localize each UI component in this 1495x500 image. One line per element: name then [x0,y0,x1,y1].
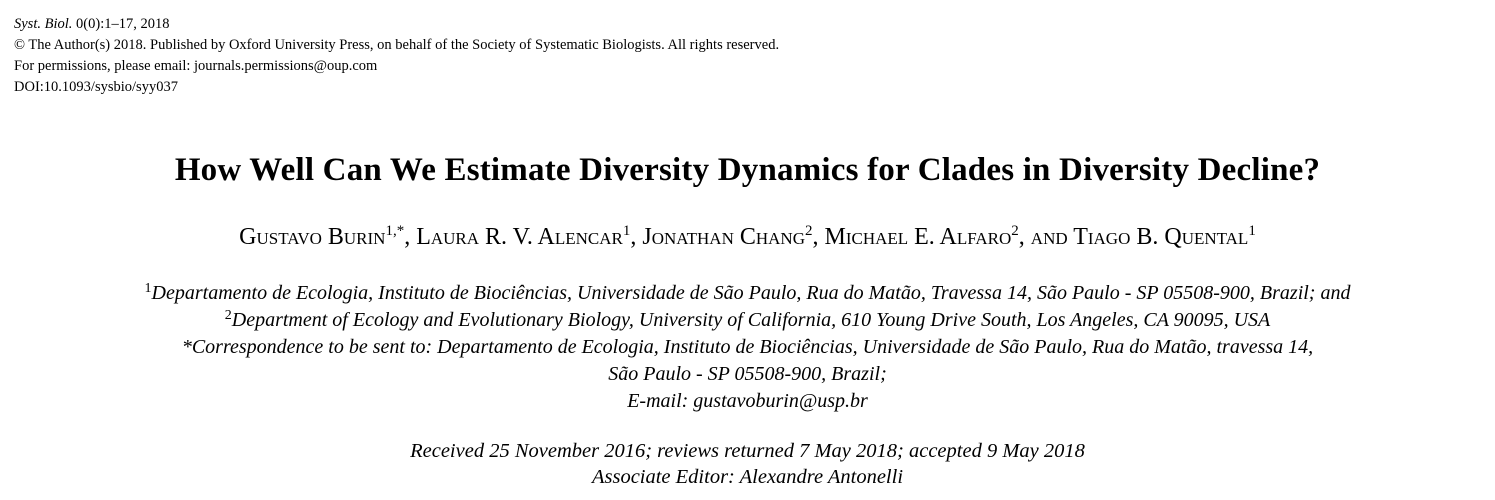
affiliation-2 [0,307,1495,334]
citation-line [14,14,779,35]
author-affil-marker: 1 [622,223,631,239]
author-affil-marker: 2 [804,223,813,239]
author-list [0,224,1495,251]
author-name: Tiago B. Quental [1073,224,1249,250]
affiliations [0,280,1495,415]
doi-line: DOI:10.1093/sysbio/syy037 [14,79,178,95]
correspondence-email: E-mail: gustavoburin@usp.br [627,390,868,412]
received-dates: Received 25 November 2016; reviews returned 7 May 2018; accepted 9 May 2018 [410,440,1085,462]
publication-dates [0,438,1495,490]
associate-editor: Associate Editor: Alexandre Antonelli [591,466,904,488]
correspondence-line-2: São Paulo - SP 05508-900, Brazil; [608,363,887,385]
affiliation-marker: 2 [224,308,232,323]
author-separator: , and [1018,224,1074,250]
paper-title: How Well Can We Estimate Diversity Dynamics for Clades in Diversity Decline? [174,152,1321,188]
author-separator: , [630,224,643,250]
correspondence-line-1: *Correspondence to be sent to: Departamento de Ecologia, Instituto de Biociências, Universidade de São Paulo, Rua do Matão, travessa 14, [181,336,1314,358]
author-name: Gustavo Burin [239,224,386,250]
affiliation-marker: 1 [144,281,152,296]
affiliation-text: Department of Ecology and Evolutionary Biology, University of California, 610 Young Drive South, Los Angeles, CA 90095, USA [231,309,1271,331]
affiliation-1 [0,280,1495,307]
author-separator: , [812,224,825,250]
permissions-line: For permissions, please email: journals.permissions@oup.com [14,58,378,74]
affiliation-text: Departamento de Ecologia, Instituto de Biociências, Universidade de São Paulo, Rua do Matão, Travessa 14, São Paulo - SP 05508-900, Brazil; and [151,282,1351,304]
author-name: Michael E. Alfaro [824,224,1012,250]
volume-pages: 0(0):1–17, 2018 [72,16,170,32]
author-separator: , [404,224,417,250]
journal-header [14,14,779,98]
journal-abbrev: Syst. Biol. [14,16,73,32]
author-name: Laura R. V. Alencar [416,224,623,250]
author-affil-marker: 1,* [385,223,405,239]
author-affil-marker: 1 [1248,223,1256,239]
copyright-line: © The Author(s) 2018. Published by Oxford University Press, on behalf of the Society of Systematic Biologists. All rights reserved. [14,37,780,53]
author-name: Jonathan Chang [642,224,805,250]
author-affil-marker: 2 [1011,223,1019,239]
